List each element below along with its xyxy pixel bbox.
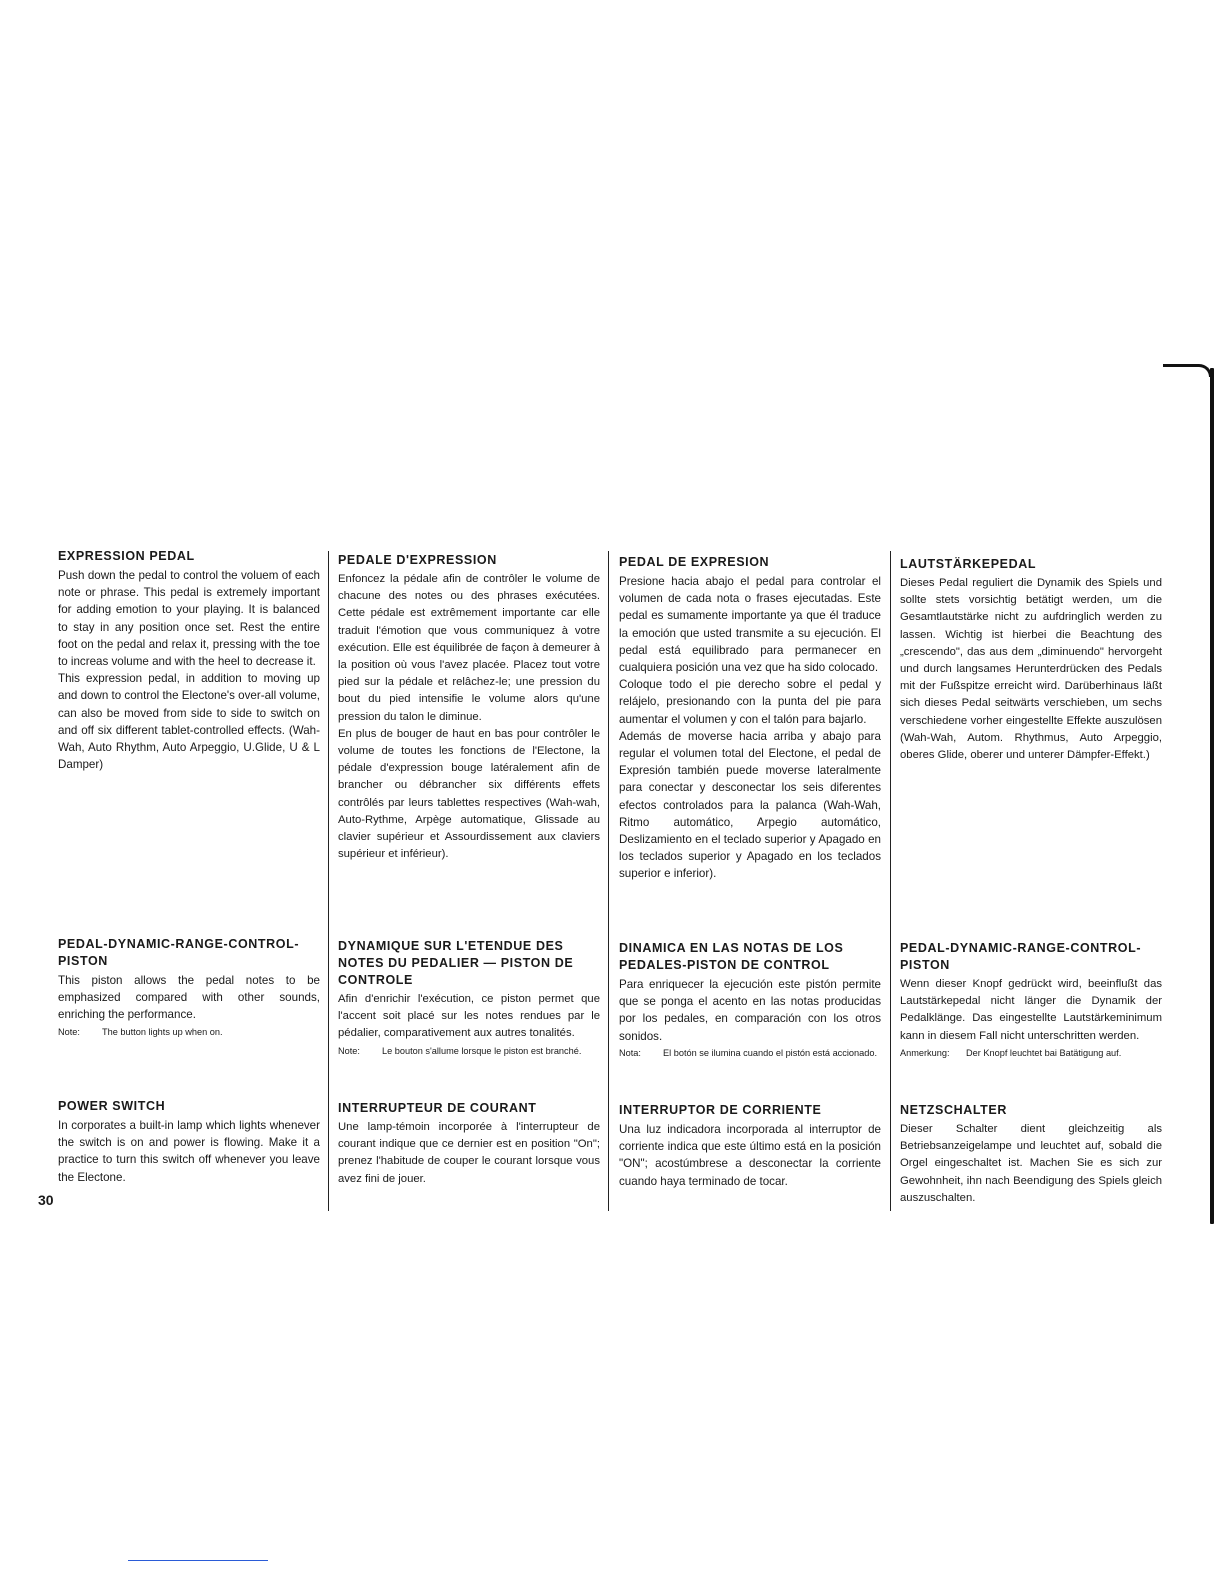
section-title: EXPRESSION PEDAL <box>58 549 195 563</box>
note-label: Note: <box>58 1026 80 1037</box>
power-switch-section-es <box>619 1102 881 1190</box>
section-title: PEDAL-DYNAMIC-RANGE-CONTROL-PISTON <box>58 937 300 968</box>
section-body: Afin d'enrichir l'exécution, ce piston permet que l'accent soit placé sur les notes rendues par le pédalier, comparativement aux autres tonalités. <box>338 993 600 1040</box>
section-body: Coloque todo el pie derecho sobre el pedal y relájelo, presionando con la punta del pie para aumentar el volumen y con el talón para bajarlo. <box>619 678 881 726</box>
section-body: Enfoncez la pédale afin de contrôler le volume de chacune des notes ou des phrases exécutées. Cette pédale est extrêmement importante car elle traduit l'émotion que vous communiquez à votre exécution. Elle est équilibrée de façon à demeurer à la position où vous l'avez placée. Placez tout votre pied sur la pédale et relâchez-le; une pression du bout du pied intensifie le volume alors qu'une pression du talon le diminue. <box>338 573 600 723</box>
pedal-dynamic-section-fr <box>338 938 600 1058</box>
section-title: DINAMICA EN LAS NOTAS DE LOS PEDALES-PISTON DE CONTROL <box>619 941 844 972</box>
note-label: Nota: <box>619 1047 641 1058</box>
section-body: This expression pedal, in addition to moving up and down to control the Electone's over-all volume, can also be moved from side to side to switch on and off six different tablet-controlled effects. (Wah-Wah, Auto Rhythm, Auto Arpeggio, U.Glide, U & L Damper) <box>58 672 320 772</box>
note-label: Note: <box>338 1045 360 1056</box>
section-body: In corporates a built-in lamp which lights whenever the switch is on and power is flowing. Make it a practice to turn this switch off whenever you leave the Electone. <box>58 1119 320 1184</box>
section-title: PEDALE D'EXPRESSION <box>338 553 497 567</box>
section-body: Además de moverse hacia arriba y abajo para regular el volumen total del Electone, el pedal de Expresión también puede moverse lateralmente para conectar y desconectar los seis diferentes efectos controlados para la palanca (Wah-Wah, Ritmo automático, Arpegio automático, Deslizamiento en el teclado superior y Apagado en los teclados superior y Apagado en los teclados superior e inferior). <box>619 729 881 881</box>
pedal-dynamic-section-en <box>58 936 320 1039</box>
section-body: This piston allows the pedal notes to be emphasized compared with other sounds, enriching the performance. <box>58 974 320 1022</box>
section-title: INTERRUPTOR DE CORRIENTE <box>619 1103 822 1117</box>
section-title: POWER SWITCH <box>58 1099 166 1113</box>
english-column <box>58 548 320 1214</box>
section-body: Dieses Pedal reguliert die Dynamik des Spiels und sollte stets vorsichtig betätigt werden, um die Gesamtlautstärke nicht zu aufdringlich werden zu lassen. Wichtig ist hierbei die Beachtung des „crescendo", das aus dem „diminuendo" hervorgeht und durch langsames Herunterdrücken des Pedals mit der Fußspitze erreicht wird. Darüberhinaus läßt sich dieses Pedal seitwärts verschieben, um sechs verschiedene vorher eingestellte Effekte auszulösen (Wah-Wah, Autom. Rhythmus, Auto Arpeggio, oberes Glide, oberer und unterer Dämpfer-Effekt.) <box>900 577 1162 762</box>
expression-pedal-section-de <box>900 556 1162 764</box>
column-divider <box>328 551 329 1211</box>
note-text: The button lights up when on. <box>102 1026 223 1037</box>
power-switch-section-de <box>900 1102 1162 1207</box>
section-body: En plus de bouger de haut en bas pour contrôler le volume de toutes les fonctions de l'Electone, la pédale d'expression bouge latéralement afin de brancher ou débrancher six différents effets contrôlés par leurs tablettes respectives (Wah-wah, Auto-Rythme, Arpège automatique, Glissade au clavier supérieur et Assourdissement aux claviers supérieur et inférieur). <box>338 727 600 861</box>
binding-edge <box>1210 368 1214 1224</box>
section-body: Para enriquecer la ejecución este pistón permite que se ponga el acento en las notas producidas por los pedales, en comparación con los otros sonidos. <box>619 978 881 1043</box>
note <box>58 1026 320 1039</box>
pedal-dynamic-section-de <box>900 940 1162 1060</box>
note <box>619 1047 881 1060</box>
page-number: 30 <box>38 1192 54 1208</box>
french-column <box>338 548 600 1214</box>
section-title: NETZSCHALTER <box>900 1103 1007 1117</box>
section-title: LAUTSTÄRKEPEDAL <box>900 557 1037 571</box>
section-body: Wenn dieser Knopf gedrückt wird, beeinflußt das Lautstärkepedal nicht länger die Dynamik der Pedalklänge. Das eingestellte Lautstärkeminimum kann in diesem Fall nicht unterschritten werden. <box>900 978 1162 1042</box>
spanish-column <box>619 548 881 1214</box>
note-label: Anmerkung: <box>900 1047 950 1058</box>
section-body: Presione hacia abajo el pedal para controlar el volumen de cada nota o frases ejecutadas. Este pedal es sumamente importante ya que él traduce la emoción que usted transmite a su ejecución. El pedal está equilibrado para permanecer en cualquiera posición una vez que ha sido colocado. <box>619 575 881 675</box>
bottom-rule <box>128 1560 268 1561</box>
binding-edge-curve <box>1163 364 1212 377</box>
section-title: DYNAMIQUE SUR L'ETENDUE DES NOTES DU PEDALIER — PISTON DE CONTROLE <box>338 939 574 987</box>
power-switch-section-en <box>58 1098 320 1186</box>
note-text: Der Knopf leuchtet bai Batätigung auf. <box>966 1047 1122 1058</box>
note <box>338 1045 600 1058</box>
section-body: Push down the pedal to control the voluem of each note or phrase. This pedal is extremely important for adding emotion to your playing. It is balanced to stay in any position once set. Rest the entire foot on the pedal and relax it, pressing with the toe to increas volume and with the heel to decrease it. <box>58 569 320 669</box>
section-body: Una luz indicadora incorporada al interruptor de corriente indica que este último está en la posición "ON"; acostúmbrese a desconectar la corriente cuando haya terminado de tocar. <box>619 1123 881 1188</box>
note-text: Le bouton s'allume lorsque le piston est branché. <box>382 1045 582 1056</box>
expression-pedal-section-fr <box>338 552 600 863</box>
german-column <box>900 548 1162 1214</box>
note-text: El botón se ilumina cuando el pistón está accionado. <box>663 1047 878 1058</box>
expression-pedal-section-es <box>619 554 881 883</box>
section-title: PEDAL DE EXPRESION <box>619 555 770 569</box>
section-title: PEDAL-DYNAMIC-RANGE-CONTROL-PISTON <box>900 941 1142 972</box>
section-title: INTERRUPTEUR DE COURANT <box>338 1101 537 1115</box>
pedal-dynamic-section-es <box>619 940 881 1060</box>
section-body: Dieser Schalter dient gleichzeitig als Betriebsanzeigelampe und leuchtet auf, sobald die Orgel eingeschaltet ist. Machen Sie es sich zur Gewohnheit, ihn nach Beendigung des Spiels gleich auszuschalten. <box>900 1123 1162 1204</box>
column-divider <box>608 551 609 1211</box>
note <box>900 1047 1162 1060</box>
column-divider <box>890 551 891 1211</box>
section-body: Une lamp-témoin incorporée à l'interrupteur de courant indique que ce dernier est en position "On"; prenez l'habitude de couper le courant lorsque vous avez fini de jouer. <box>338 1121 600 1185</box>
power-switch-section-fr <box>338 1100 600 1188</box>
expression-pedal-section-en <box>58 548 320 773</box>
